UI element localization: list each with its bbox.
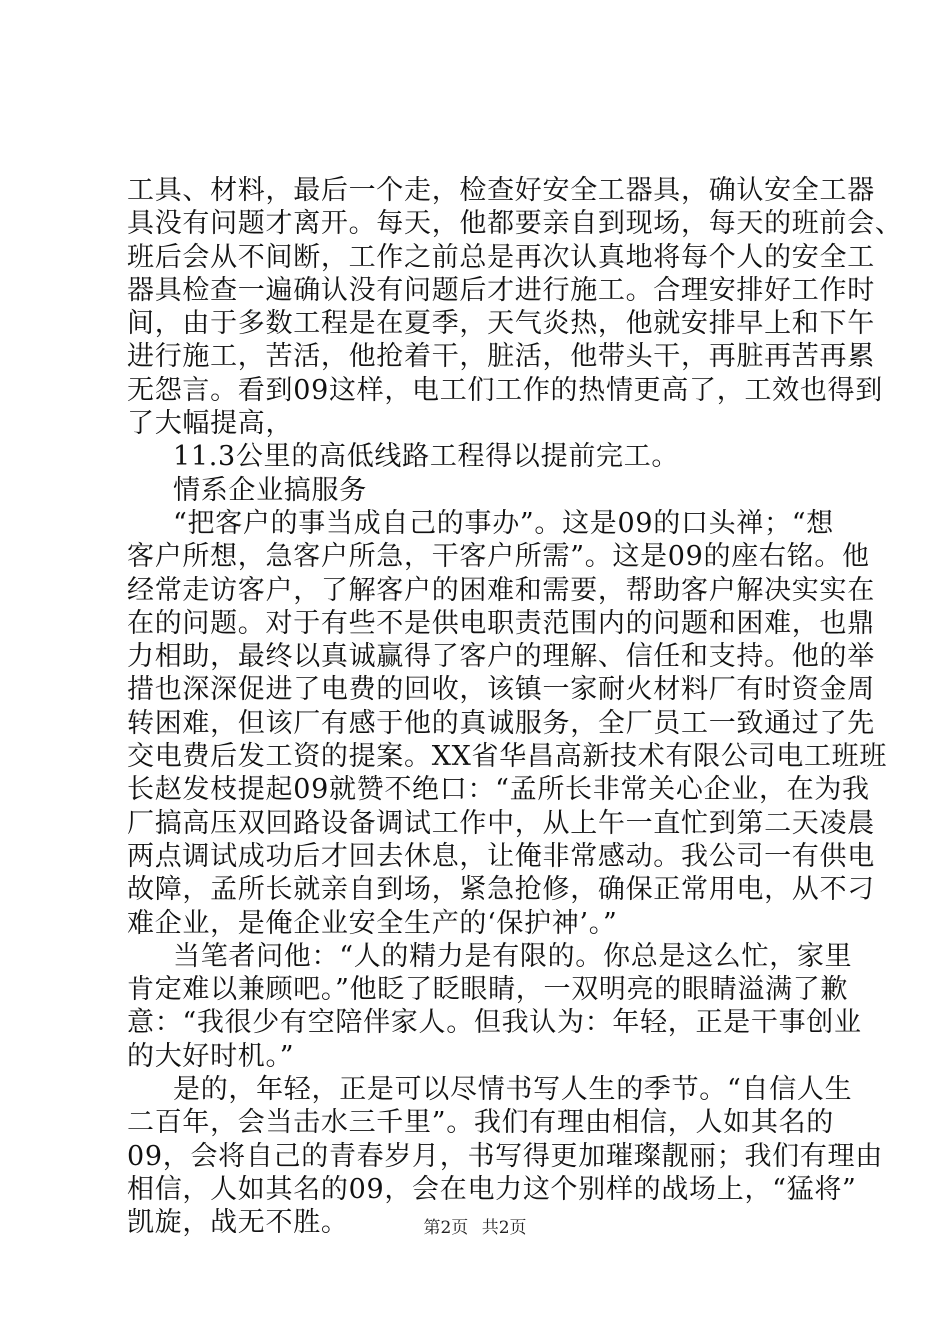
text-line: 了大幅提高， <box>127 408 294 440</box>
text-line: 故障，孟所长就亲自到场，紧急抢修，确保正常用电，从不刁 <box>127 874 875 906</box>
text-line: 两点调试成功后才回去休息，让俺非常感动。我公司一有供电 <box>127 840 875 872</box>
text-line: 客户所想，急客户所急，干客户所需”。这是09的座右铭。他 <box>127 541 870 573</box>
page-footer <box>0 1217 950 1239</box>
text-line: 器具检查一遍确认没有问题后才进行施工。合理安排好工作时 <box>127 274 875 306</box>
text-line: 在的问题。对于有些不是供电职责范围内的问题和困难，也鼎 <box>127 607 875 639</box>
text-line: 交电费后发工资的提案。XX省华昌高新技术有限公司电工班班 <box>127 741 888 773</box>
text-line: 力相助，最终以真诚赢得了客户的理解、信任和支持。他的举 <box>127 641 875 673</box>
text-line: 的大好时机。” <box>127 1040 295 1072</box>
text-line: 11.3公里的高低线路工程得以提前完工。 <box>173 441 680 473</box>
text-line: 凯旋，战无不胜。 <box>127 1207 349 1239</box>
text-line: 是的，年轻，正是可以尽情书写人生的季节。“自信人生 <box>173 1074 853 1106</box>
text-line: 肯定难以兼顾吧。”他眨了眨眼睛，一双明亮的眼睛溢满了歉 <box>127 974 849 1006</box>
text-line: 二百年，会当击水三千里”。我们有理由相信，人如其名的 <box>127 1107 835 1139</box>
text-line: 经常走访客户，了解客户的困难和需要，帮助客户解决实实在 <box>127 574 875 606</box>
text-line: 相信，人如其名的09，会在电力这个别样的战场上，“猛将” <box>127 1173 857 1205</box>
text-line: 无怨言。看到09这样，电工们工作的热情更高了，工效也得到 <box>127 374 883 406</box>
text-line: 难企业，是俺企业安全生产的‘保护神’。” <box>127 907 618 939</box>
text-line: 长赵发枝提起09就赞不绝口：“孟所长非常关心企业，在为我 <box>127 774 870 806</box>
text-line: 措也深深促进了电费的回收，该镇一家耐火材料厂有时资金周 <box>127 674 875 706</box>
text-line: 转困难，但该厂有感于他的真诚服务，全厂员工一致通过了先 <box>127 707 875 739</box>
text-line: 间，由于多数工程是在夏季，天气炎热，他就安排早上和下午 <box>127 308 875 340</box>
text-line: 厂搞高压双回路设备调试工作中，从上午一直忙到第二天凌晨 <box>127 807 875 839</box>
page-number: 第2页 <box>423 1218 469 1238</box>
text-line: 当笔者问他：“人的精力是有限的。你总是这么忙，家里 <box>173 940 853 972</box>
text-line: 09，会将自己的青春岁月，书写得更加璀璨靓丽；我们有理由 <box>127 1140 883 1172</box>
text-line: 班后会从不间断，工作之前总是再次认真地将每个人的安全工 <box>127 241 875 273</box>
text-line: 意：“我很少有空陪伴家人。但我认为：年轻，正是干事创业 <box>127 1007 862 1039</box>
text-line: “把客户的事当成自己的事办”。这是09的口头禅；“想 <box>173 507 834 539</box>
body-text <box>127 174 903 1240</box>
page-total: 共2页 <box>481 1218 527 1238</box>
text-line: 进行施工，苦活，他抢着干，脏活，他带头干，再脏再苦再累 <box>127 341 875 373</box>
text-line: 具没有问题才离开。每天，他都要亲自到现场，每天的班前会、 <box>127 208 903 240</box>
text-line: 工具、材料，最后一个走，检查好安全工器具，确认安全工器 <box>127 175 875 206</box>
section-heading: 情系企业搞服务 <box>173 474 367 506</box>
